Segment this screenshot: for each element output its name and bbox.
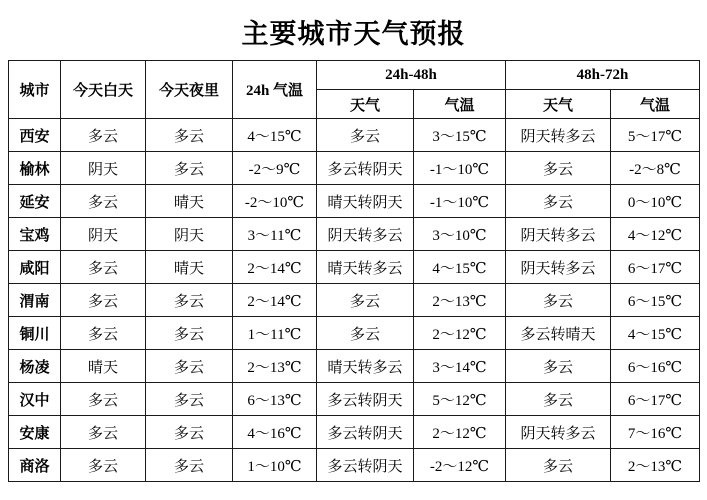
cell-weather-48h: 阴天转多云 [317,218,414,251]
cell-weather-48h: 多云转阴天 [317,383,414,416]
cell-today-day-weather: 多云 [61,251,146,284]
cell-today-day-weather: 多云 [61,383,146,416]
cell-temp-72h: 7～16℃ [611,416,700,449]
cell-temp-72h: 6～15℃ [611,284,700,317]
cell-weather-72h: 多云 [506,383,611,416]
cell-today-day-weather: 晴天 [61,350,146,383]
table-row [9,350,700,383]
cell-weather-72h: 多云转晴天 [506,317,611,350]
cell-today-night-weather: 多云 [146,119,233,152]
table-header [9,61,700,119]
header-cell-weather-72h: 天气 [506,90,611,119]
cell-temp-48h: 2～12℃ [414,317,506,350]
cell-temp-48h: 3～14℃ [414,350,506,383]
cell-weather-48h: 多云转阴天 [317,416,414,449]
cell-today-night-weather: 阴天 [146,218,233,251]
header-cell-today-night: 今天夜里 [146,61,233,119]
table-row [9,416,700,449]
header-group-24h-48h: 24h-48h [317,61,506,90]
cell-today-night-weather: 多云 [146,317,233,350]
cell-temp-24h: 4～16℃ [233,416,317,449]
cell-temp-24h: 1～11℃ [233,317,317,350]
cell-today-day-weather: 多云 [61,284,146,317]
cell-temp-72h: 5～17℃ [611,119,700,152]
cell-city: 杨凌 [9,350,61,383]
cell-today-night-weather: 多云 [146,350,233,383]
header-cell-temp-72h: 气温 [611,90,700,119]
cell-weather-48h: 多云 [317,317,414,350]
cell-weather-72h: 多云 [506,185,611,218]
cell-temp-24h: 2～13℃ [233,350,317,383]
cell-weather-48h: 多云 [317,284,414,317]
header-cell-city: 城市 [9,61,61,119]
cell-today-night-weather: 多云 [146,383,233,416]
cell-temp-72h: 6～16℃ [611,350,700,383]
cell-city: 西安 [9,119,61,152]
header-cell-today-day: 今天白天 [61,61,146,119]
cell-weather-48h: 晴天转阴天 [317,185,414,218]
cell-temp-24h: 1～10℃ [233,449,317,482]
cell-weather-72h: 阴天转多云 [506,416,611,449]
cell-today-night-weather: 多云 [146,416,233,449]
cell-today-day-weather: 多云 [61,119,146,152]
header-cell-temp-24h: 24h 气温 [233,61,317,119]
header-row-primary [9,61,700,90]
cell-today-day-weather: 阴天 [61,152,146,185]
cell-temp-24h: -2～9℃ [233,152,317,185]
cell-today-day-weather: 多云 [61,185,146,218]
cell-temp-72h: 6～17℃ [611,251,700,284]
cell-city: 铜川 [9,317,61,350]
header-cell-temp-48h: 气温 [414,90,506,119]
cell-temp-72h: 0～10℃ [611,185,700,218]
cell-weather-48h: 多云转阴天 [317,449,414,482]
header-group-48h-72h: 48h-72h [506,61,700,90]
forecast-table [8,60,700,482]
cell-weather-48h: 多云 [317,119,414,152]
cell-temp-24h: 3～11℃ [233,218,317,251]
table-row [9,317,700,350]
table-row [9,152,700,185]
cell-temp-24h: -2～10℃ [233,185,317,218]
cell-temp-48h: 3～10℃ [414,218,506,251]
header-cell-weather-48h: 天气 [317,90,414,119]
cell-weather-72h: 多云 [506,350,611,383]
cell-today-night-weather: 多云 [146,449,233,482]
cell-weather-72h: 多云 [506,152,611,185]
cell-temp-48h: 3～15℃ [414,119,506,152]
cell-weather-48h: 晴天转多云 [317,251,414,284]
cell-weather-48h: 晴天转多云 [317,350,414,383]
cell-temp-48h: 4～15℃ [414,251,506,284]
cell-temp-48h: -1～10℃ [414,185,506,218]
cell-temp-72h: 6～17℃ [611,383,700,416]
table-body [9,119,700,482]
cell-temp-48h: -2～12℃ [414,449,506,482]
cell-city: 汉中 [9,383,61,416]
cell-temp-48h: 2～13℃ [414,284,506,317]
cell-city: 咸阳 [9,251,61,284]
cell-temp-24h: 2～14℃ [233,284,317,317]
page-title: 主要城市天气预报 [241,19,466,49]
cell-temp-48h: -1～10℃ [414,152,506,185]
cell-today-night-weather: 多云 [146,152,233,185]
table-row [9,449,700,482]
cell-weather-72h: 多云 [506,449,611,482]
table-row [9,119,700,152]
cell-temp-72h: 4～15℃ [611,317,700,350]
cell-temp-72h: 2～13℃ [611,449,700,482]
cell-city: 榆林 [9,152,61,185]
cell-temp-72h: -2～8℃ [611,152,700,185]
table-row [9,251,700,284]
cell-today-day-weather: 多云 [61,317,146,350]
cell-today-night-weather: 晴天 [146,251,233,284]
cell-today-day-weather: 多云 [61,416,146,449]
cell-temp-48h: 2～12℃ [414,416,506,449]
cell-today-day-weather: 阴天 [61,218,146,251]
table-row [9,185,700,218]
cell-city: 渭南 [9,284,61,317]
cell-today-night-weather: 晴天 [146,185,233,218]
cell-weather-72h: 多云 [506,284,611,317]
cell-today-night-weather: 多云 [146,284,233,317]
cell-city: 商洛 [9,449,61,482]
cell-city: 延安 [9,185,61,218]
cell-weather-72h: 阴天转多云 [506,119,611,152]
cell-weather-72h: 阴天转多云 [506,251,611,284]
cell-temp-24h: 4～15℃ [233,119,317,152]
cell-temp-24h: 6～13℃ [233,383,317,416]
table-row [9,383,700,416]
cell-temp-24h: 2～14℃ [233,251,317,284]
table-row [9,218,700,251]
cell-temp-48h: 5～12℃ [414,383,506,416]
cell-city: 宝鸡 [9,218,61,251]
cell-city: 安康 [9,416,61,449]
cell-weather-72h: 阴天转多云 [506,218,611,251]
table-row [9,284,700,317]
cell-weather-48h: 多云转阴天 [317,152,414,185]
cell-today-day-weather: 多云 [61,449,146,482]
cell-temp-72h: 4～12℃ [611,218,700,251]
